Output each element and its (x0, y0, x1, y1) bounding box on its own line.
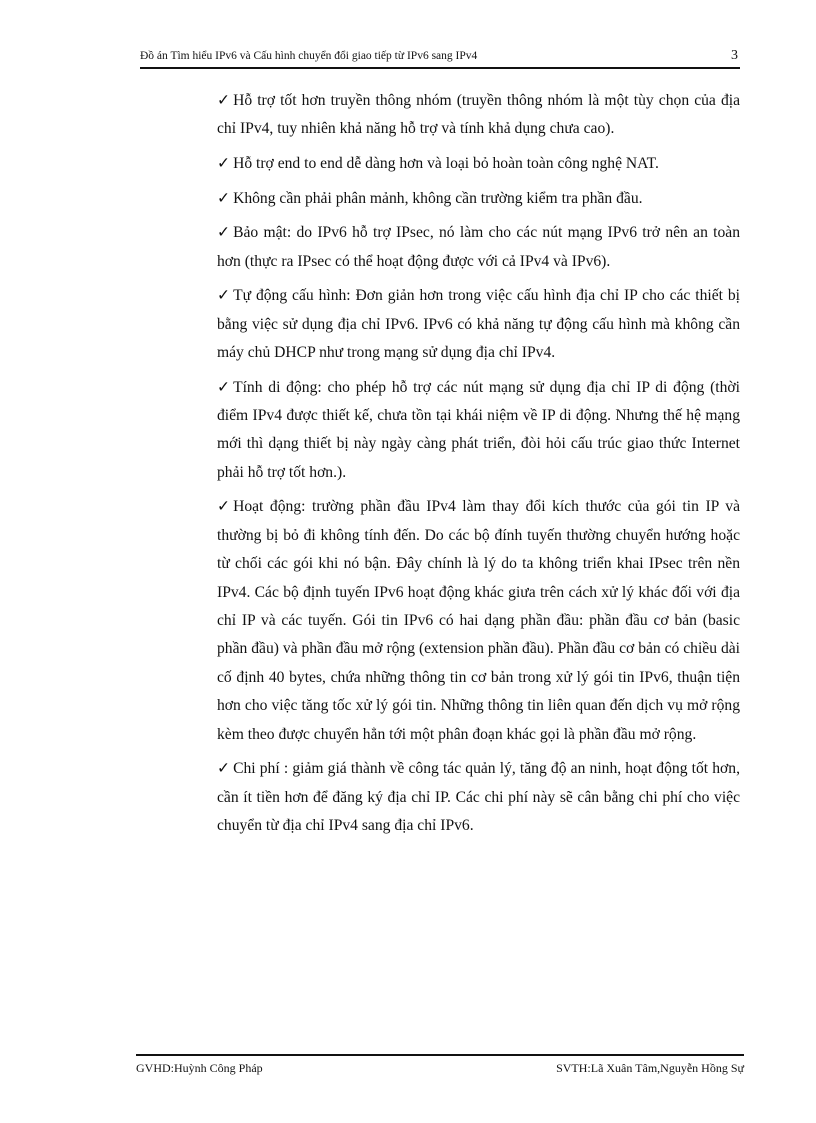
paragraph-cost (217, 755, 740, 840)
checkmark-icon: ✓ (217, 760, 231, 778)
paragraph-autoconfig (217, 282, 740, 367)
body-content (217, 87, 740, 847)
footer-students: SVTH:Lã Xuân Tâm,Nguyễn Hồng Sự (556, 1061, 744, 1075)
page-footer (136, 1061, 744, 1079)
checkmark-icon: ✓ (217, 189, 231, 207)
checkmark-icon: ✓ (217, 224, 231, 242)
paragraph-text: Hỗ trợ tốt hơn truyền thông nhóm (truyền thông nhóm là một tùy chọn của địa chỉ IPv4, tuy nhiên khả năng hỗ trợ và tính khả dụng chưa cao). (217, 92, 740, 138)
paragraph-text: Bảo mật: do IPv6 hỗ trợ IPsec, nó làm cho các nút mạng IPv6 trở nên an toàn hơn (thực ra IPsec có thể hoạt động được với cả IPv4 và IPv6). (217, 224, 740, 270)
checkmark-icon: ✓ (217, 287, 231, 305)
checkmark-icon: ✓ (217, 155, 231, 172)
paragraph-text: Tự động cấu hình: Đơn giản hơn trong việc cấu hình địa chỉ IP cho các thiết bị bằng việc sử dụng địa chỉ IPv6. IPv6 có khả năng tự động cấu hình mà không cần máy chủ DHCP như trong mạng sử dụng địa chỉ IPv4. (217, 287, 740, 361)
paragraph-security (217, 219, 740, 276)
paragraph-text: Tính di động: cho phép hỗ trợ các nút mạng sử dụng địa chỉ IP di động (thời điểm IPv4 được thiết kế, chưa tồn tại khái niệm về IP di động. Nhưng thế hệ mạng mới thì dạng thiết bị này ngày càng phát triển, đòi hỏi cấu trúc giao thức Internet phải hỗ trợ tốt hơn.). (217, 378, 740, 481)
header-divider (140, 67, 740, 69)
paragraph-operation (217, 493, 740, 749)
paragraph-text: Hỗ trợ end to end dễ dàng hơn và loại bỏ hoàn toàn công nghệ NAT. (233, 155, 659, 172)
footer-supervisor: GVHD:Huỳnh Công Pháp (136, 1061, 263, 1075)
checkmark-icon: ✓ (217, 378, 231, 396)
checkmark-icon: ✓ (217, 498, 231, 516)
paragraph-text: Chi phí : giảm giá thành về công tác quản lý, tăng độ an ninh, hoạt động tốt hơn, cần ít tiền hơn để đăng ký địa chỉ IP. Các chi phí này sẽ cân bằng chi phí cho việc chuyển từ địa chỉ IPv4 sang địa chỉ IPv6. (217, 760, 740, 835)
paragraph-mobility (217, 374, 740, 488)
paragraph-text: Hoạt động: trường phần đầu IPv4 làm thay đổi kích thước của gói tin IP và thường bị bỏ đi không tính đến. Do các bộ đính tuyến thường chuyển hướng hoặc từ chối các gói khi nó bận. Đây chính là lý do ta không triển khai IPsec trên nền IPv4. Các bộ định tuyến IPv6 hoạt động khác giưa trên cách xử lý khác đối với địa chỉ IP và các tuyến. Gói tin IPv6 có hai dạng phần đầu: phần đầu cơ bản (basic phần đầu) và phần đầu mở rộng (extension phần đầu). Phần đầu cơ bản có chiều dài cố định 40 bytes, chứa những thông tin cơ bản trong xử lý gói tin IPv6, thuận tiện hơn cho việc tăng tốc xử lý gói tin. Những thông tin liên quan đến dịch vụ mở rộng kèm theo được chuyển hẳn tới một phân đoạn khác gọi là phần đầu mở rộng. (217, 498, 740, 743)
document-title: Đồ án Tìm hiểu IPv6 và Cấu hình chuyển đổi giao tiếp từ IPv6 sang IPv4 (140, 50, 478, 62)
paragraph-text: Không cần phải phân mảnh, không cần trường kiểm tra phần đầu. (233, 189, 643, 207)
page-number: 3 (731, 48, 738, 63)
footer-divider (136, 1054, 744, 1056)
checkmark-icon: ✓ (217, 92, 231, 109)
paragraph-multicast (217, 87, 740, 144)
paragraph-fragmentation (217, 185, 740, 213)
page-header (140, 48, 740, 68)
paragraph-end-to-end (217, 150, 740, 178)
